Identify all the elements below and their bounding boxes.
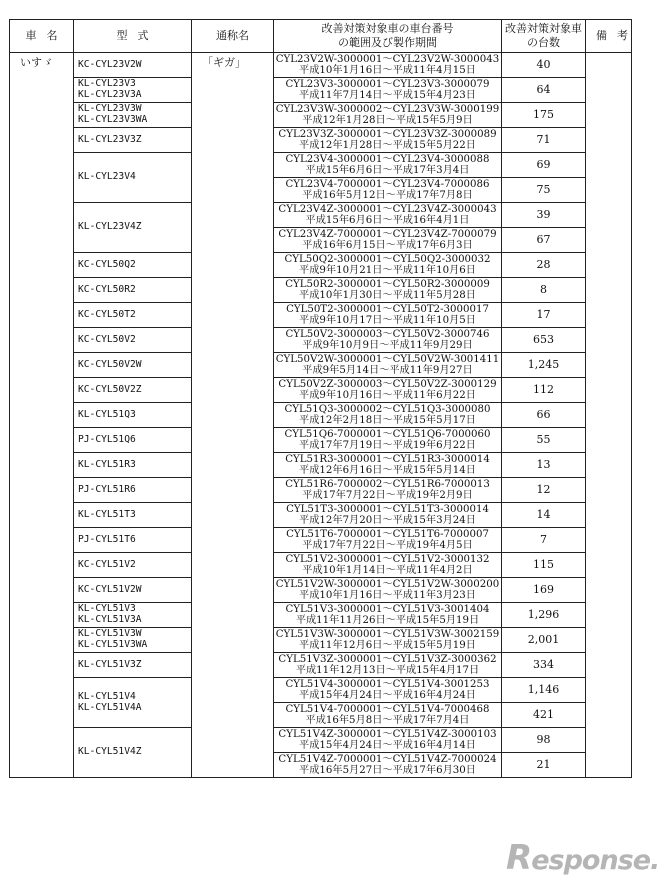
model-code: KL-CYL23V3A xyxy=(78,89,142,100)
chassis-range: CYL23V3Z-3000001～CYL23V3Z-3000089 xyxy=(278,128,497,140)
model-code: KL-CYL51Q3 xyxy=(78,408,136,420)
count-cell: 40 xyxy=(502,53,586,78)
production-period: 平成17年7月22日～平成19年2月9日 xyxy=(302,490,473,501)
production-period: 平成10年1月16日～平成11年4月15日 xyxy=(299,65,476,76)
model-code: KL-CYL51V4 xyxy=(78,690,136,702)
chassis-range: CYL50V2Z-3000003～CYL50V2Z-3000129 xyxy=(278,378,497,390)
model-cell xyxy=(74,303,192,328)
production-period: 平成12年6月16日～平成15年5月14日 xyxy=(299,465,476,476)
count-cell: 115 xyxy=(502,553,586,578)
production-period: 平成12年1月28日～平成15年5月9日 xyxy=(302,115,473,126)
production-period: 平成11年12月6日～平成15年5月19日 xyxy=(299,640,476,651)
model-cell xyxy=(74,153,192,203)
model-cell xyxy=(74,353,192,378)
range-cell xyxy=(274,253,502,278)
table-row xyxy=(10,428,632,453)
chassis-range: CYL51V3-3000001～CYL51V3-3001404 xyxy=(285,603,490,615)
range-cell xyxy=(274,453,502,478)
common-name-cell: 「ギガ」 xyxy=(192,53,274,778)
header-range: 改善対策対象車の車台番号 の範囲及び製作期間 xyxy=(274,20,502,53)
table-body xyxy=(10,53,632,778)
count-cell: 69 xyxy=(502,153,586,178)
table-row xyxy=(10,203,632,228)
count-cell: 2,001 xyxy=(502,628,586,653)
model-cell xyxy=(74,403,192,428)
chassis-range: CYL23V4-7000001～CYL23V4-7000086 xyxy=(285,178,490,190)
count-cell: 12 xyxy=(502,478,586,503)
model-cell xyxy=(74,553,192,578)
count-cell: 64 xyxy=(502,78,586,103)
response-watermark: Response. xyxy=(506,838,659,878)
model-cell xyxy=(74,653,192,678)
range-cell xyxy=(274,378,502,403)
model-cell xyxy=(74,503,192,528)
range-cell xyxy=(274,678,502,703)
production-period: 平成15年4月24日～平成16年4月14日 xyxy=(299,740,476,751)
model-code: KL-CYL51V3WA xyxy=(78,639,148,650)
chassis-range: CYL23V2W-3000001～CYL23V2W-3000043 xyxy=(275,53,500,65)
production-period: 平成9年10月16日～平成11年6月22日 xyxy=(299,390,476,401)
chassis-range: CYL51Q3-3000002～CYL51Q3-3000080 xyxy=(284,403,491,415)
count-cell: 13 xyxy=(502,453,586,478)
model-code: KL-CYL51V4A xyxy=(78,701,142,713)
chassis-range: CYL50V2W-3000001～CYL50V2W-3001411 xyxy=(275,353,500,365)
count-cell: 14 xyxy=(502,503,586,528)
count-cell: 71 xyxy=(502,128,586,153)
model-code: KC-CYL50V2W xyxy=(78,358,142,370)
count-cell: 39 xyxy=(502,203,586,228)
range-cell xyxy=(274,328,502,353)
chassis-range: CYL51T3-3000001～CYL51T3-3000014 xyxy=(286,503,489,515)
range-cell xyxy=(274,53,502,78)
table-row xyxy=(10,553,632,578)
production-period: 平成15年6月6日～平成17年3月4日 xyxy=(305,165,470,176)
production-period: 平成10年1月30日～平成11年5月28日 xyxy=(299,290,476,301)
model-code: KC-CYL50T2 xyxy=(78,308,136,320)
production-period: 平成16年5月12日～平成17年7月8日 xyxy=(302,190,473,201)
range-cell xyxy=(274,178,502,203)
count-cell: 175 xyxy=(502,103,586,128)
model-code: KL-CYL23V3 xyxy=(78,78,136,90)
header-count: 改善対策対象車 の台数 xyxy=(502,20,586,53)
chassis-range: CYL51V4Z-7000001～CYL51V4Z-7000024 xyxy=(278,753,497,765)
model-code: KC-CYL51V2W xyxy=(78,583,142,595)
production-period: 平成11年12月13日～平成15年4月17日 xyxy=(295,665,480,676)
production-period: 平成9年10月21日～平成11年10月6日 xyxy=(299,265,476,276)
model-code: KL-CYL51V3Z xyxy=(78,658,142,670)
chassis-range: CYL51V4-3000001～CYL51V4-3001253 xyxy=(285,678,490,690)
count-cell: 653 xyxy=(502,328,586,353)
table-row xyxy=(10,653,632,678)
model-cell xyxy=(74,278,192,303)
production-period: 平成11年7月14日～平成15年4月23日 xyxy=(299,90,476,101)
count-cell: 112 xyxy=(502,378,586,403)
note-cell xyxy=(586,53,632,778)
model-code: KC-CYL50Q2 xyxy=(78,258,136,270)
model-code: KL-CYL23V3W xyxy=(78,103,142,115)
recall-table xyxy=(9,19,638,778)
count-cell: 17 xyxy=(502,303,586,328)
chassis-range: CYL23V3-3000001～CYL23V3-3000079 xyxy=(285,78,490,90)
count-cell: 421 xyxy=(502,703,586,728)
table-row xyxy=(10,378,632,403)
model-code: KL-CYL23V4Z xyxy=(78,221,142,233)
chassis-range: CYL51R6-7000002～CYL51R6-7000013 xyxy=(285,478,490,490)
count-cell: 1,146 xyxy=(502,678,586,703)
model-cell xyxy=(74,453,192,478)
model-cell xyxy=(74,603,192,628)
count-cell: 21 xyxy=(502,753,586,778)
table-row xyxy=(10,78,632,103)
chassis-range: CYL51V3Z-3000001～CYL51V3Z-3000362 xyxy=(278,653,497,665)
table-row xyxy=(10,503,632,528)
table-row xyxy=(10,303,632,328)
header-row xyxy=(10,20,632,53)
model-cell xyxy=(74,578,192,603)
model-cell xyxy=(74,678,192,728)
chassis-range: CYL23V4-3000001～CYL23V4-3000088 xyxy=(285,153,490,165)
range-cell xyxy=(274,278,502,303)
production-period: 平成12年7月20日～平成15年3月24日 xyxy=(299,515,476,526)
range-cell xyxy=(274,578,502,603)
production-period: 平成10年1月14日～平成11年4月2日 xyxy=(302,565,473,576)
chassis-range: CYL51T6-7000001～CYL51T6-7000007 xyxy=(286,528,489,540)
header-model: 型式 xyxy=(74,20,192,53)
count-cell: 75 xyxy=(502,178,586,203)
range-cell xyxy=(274,653,502,678)
table-row xyxy=(10,53,632,78)
production-period: 平成17年7月22日～平成19年4月5日 xyxy=(302,540,473,551)
production-period: 平成15年6月6日～平成16年4月1日 xyxy=(305,215,470,226)
range-cell xyxy=(274,728,502,753)
production-period: 平成17年7月19日～平成19年6月22日 xyxy=(299,440,476,451)
range-cell xyxy=(274,753,502,778)
table-row xyxy=(10,578,632,603)
chassis-range: CYL50R2-3000001～CYL50R2-3000009 xyxy=(285,278,490,290)
model-code: KL-CYL51V4Z xyxy=(78,746,142,758)
table-row xyxy=(10,353,632,378)
model-code: KC-CYL23V2W xyxy=(78,58,142,70)
model-code: PJ-CYL51Q6 xyxy=(78,433,136,445)
table-row xyxy=(10,128,632,153)
chassis-range: CYL51V4-7000001～CYL51V4-7000468 xyxy=(285,703,490,715)
production-period: 平成12年1月28日～平成15年5月22日 xyxy=(299,140,476,151)
table-row xyxy=(10,453,632,478)
table-row xyxy=(10,328,632,353)
range-cell xyxy=(274,553,502,578)
model-cell xyxy=(74,328,192,353)
range-cell xyxy=(274,478,502,503)
production-period: 平成16年6月15日～平成17年6月3日 xyxy=(302,240,473,251)
range-cell xyxy=(274,303,502,328)
chassis-range: CYL50Q2-3000001～CYL50Q2-3000032 xyxy=(284,253,491,265)
count-cell: 1,296 xyxy=(502,603,586,628)
production-period: 平成12年2月18日～平成15年5月17日 xyxy=(299,415,476,426)
count-cell: 28 xyxy=(502,253,586,278)
model-cell xyxy=(74,528,192,553)
count-cell: 169 xyxy=(502,578,586,603)
table-row xyxy=(10,603,632,628)
model-code: KL-CYL23V4 xyxy=(78,171,136,183)
range-cell xyxy=(274,603,502,628)
model-code: KL-CYL23V3Z xyxy=(78,133,142,145)
table-row xyxy=(10,478,632,503)
production-period: 平成9年10月9日～平成11年9月29日 xyxy=(302,340,473,351)
table-row xyxy=(10,103,632,128)
maker-cell: いすゞ xyxy=(10,53,74,778)
model-cell xyxy=(74,128,192,153)
count-cell: 55 xyxy=(502,428,586,453)
table-row xyxy=(10,528,632,553)
table-row xyxy=(10,678,632,703)
range-cell xyxy=(274,403,502,428)
model-code: KL-CYL51T3 xyxy=(78,508,136,520)
table-row xyxy=(10,153,632,178)
count-cell: 334 xyxy=(502,653,586,678)
range-cell xyxy=(274,428,502,453)
table-row xyxy=(10,628,632,653)
chassis-range: CYL50V2-3000003～CYL50V2-3000746 xyxy=(285,328,490,340)
range-cell xyxy=(274,703,502,728)
model-cell xyxy=(74,253,192,278)
header-common-name: 通称名 xyxy=(192,20,274,53)
range-cell xyxy=(274,203,502,228)
model-code: KL-CYL51V3W xyxy=(78,628,142,640)
model-cell xyxy=(74,378,192,403)
model-code: KC-CYL50R2 xyxy=(78,283,136,295)
range-cell xyxy=(274,103,502,128)
model-code: KC-CYL51V2 xyxy=(78,558,136,570)
model-cell xyxy=(74,103,192,128)
chassis-range: CYL51V2-3000001～CYL51V2-3000132 xyxy=(285,553,490,565)
count-cell: 7 xyxy=(502,528,586,553)
range-cell xyxy=(274,128,502,153)
production-period: 平成10年1月16日～平成11年3月23日 xyxy=(299,590,476,601)
model-cell xyxy=(74,203,192,253)
production-period: 平成9年10月17日～平成11年10月5日 xyxy=(299,315,476,326)
production-period: 平成16年5月27日～平成17年6月30日 xyxy=(299,765,476,776)
model-cell xyxy=(74,428,192,453)
chassis-range: CYL23V4Z-3000001～CYL23V4Z-3000043 xyxy=(278,203,497,215)
range-cell xyxy=(274,503,502,528)
chassis-range: CYL51Q6-7000001～CYL51Q6-7000060 xyxy=(284,428,491,440)
model-cell xyxy=(74,628,192,653)
table-row xyxy=(10,403,632,428)
chassis-range: CYL23V4Z-7000001～CYL23V4Z-7000079 xyxy=(278,228,497,240)
range-cell xyxy=(274,628,502,653)
header-maker: 車名 xyxy=(10,20,74,53)
chassis-range: CYL51V3W-3000001～CYL51V3W-3002159 xyxy=(275,628,500,640)
model-cell xyxy=(74,728,192,778)
model-cell xyxy=(74,53,192,78)
table-row xyxy=(10,253,632,278)
count-cell: 67 xyxy=(502,228,586,253)
model-code: KC-CYL50V2Z xyxy=(78,383,142,395)
count-cell: 1,245 xyxy=(502,353,586,378)
model-cell xyxy=(74,478,192,503)
model-cell xyxy=(74,78,192,103)
production-period: 平成15年4月24日～平成16年4月24日 xyxy=(299,690,476,701)
chassis-range: CYL51V2W-3000001～CYL51V2W-3000200 xyxy=(275,578,500,590)
model-code: KC-CYL50V2 xyxy=(78,333,136,345)
count-cell: 8 xyxy=(502,278,586,303)
production-period: 平成9年5月14日～平成11年9月27日 xyxy=(302,365,473,376)
model-code: PJ-CYL51T6 xyxy=(78,533,136,545)
count-cell: 98 xyxy=(502,728,586,753)
model-code: PJ-CYL51R6 xyxy=(78,483,136,495)
range-cell xyxy=(274,153,502,178)
count-cell: 66 xyxy=(502,403,586,428)
model-code: KL-CYL51V3A xyxy=(78,614,142,625)
chassis-range: CYL50T2-3000001～CYL50T2-3000017 xyxy=(286,303,489,315)
range-cell xyxy=(274,228,502,253)
production-period: 平成16年5月8日～平成17年7月4日 xyxy=(305,715,470,726)
header-note: 備考 xyxy=(586,20,632,53)
model-code: KL-CYL23V3WA xyxy=(78,114,148,125)
range-cell xyxy=(274,528,502,553)
range-cell xyxy=(274,78,502,103)
chassis-range: CYL51V4Z-3000001～CYL51V4Z-3000103 xyxy=(278,728,497,740)
table-row xyxy=(10,728,632,753)
model-code: KL-CYL51R3 xyxy=(78,458,136,470)
chassis-range: CYL23V3W-3000002～CYL23V3W-3000199 xyxy=(275,103,500,115)
table-row xyxy=(10,278,632,303)
model-code: KL-CYL51V3 xyxy=(78,603,136,615)
chassis-range: CYL51R3-3000001～CYL51R3-3000014 xyxy=(285,453,490,465)
range-cell xyxy=(274,353,502,378)
production-period: 平成11年11月26日～平成15年5月19日 xyxy=(295,615,480,626)
